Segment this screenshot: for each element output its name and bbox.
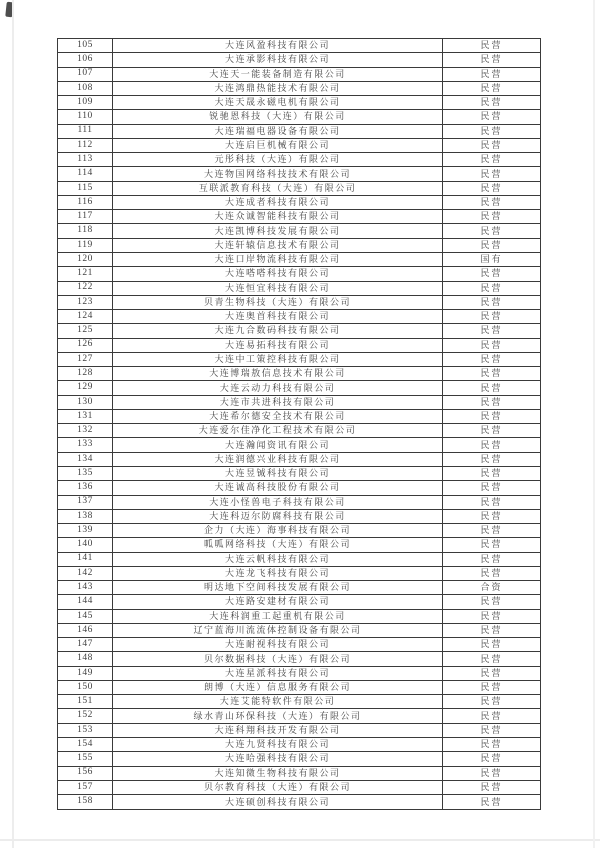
ownership-type-cell: 民营 <box>443 352 541 366</box>
ownership-type-cell: 民营 <box>443 39 541 53</box>
company-name-cell: 企力（大连）海事科技有限公司 <box>113 524 443 538</box>
row-number-cell: 137 <box>58 495 113 509</box>
ownership-type-cell: 民营 <box>443 752 541 766</box>
company-name-cell: 大连科润重工起重机有限公司 <box>113 609 443 623</box>
company-name-cell: 大连成者科技有限公司 <box>113 195 443 209</box>
company-name-cell: 大连诚高科技股份有限公司 <box>113 481 443 495</box>
company-name-cell: 大连路安建材有限公司 <box>113 595 443 609</box>
ownership-type-cell: 民营 <box>443 495 541 509</box>
ownership-type-cell: 民营 <box>443 424 541 438</box>
table-row <box>58 623 541 637</box>
table-row <box>58 352 541 366</box>
company-name-cell: 大连风盈科技有限公司 <box>113 39 443 53</box>
row-number-cell: 155 <box>58 752 113 766</box>
ownership-type-cell: 民营 <box>443 638 541 652</box>
company-name-cell: 大连润德兴业科技有限公司 <box>113 452 443 466</box>
table-row <box>58 138 541 152</box>
row-number-cell: 130 <box>58 395 113 409</box>
row-number-cell: 108 <box>58 81 113 95</box>
company-name-cell: 大连爱尔佳净化工程技术有限公司 <box>113 424 443 438</box>
table-row <box>58 780 541 794</box>
table-row <box>58 110 541 124</box>
ownership-type-cell: 民营 <box>443 53 541 67</box>
ownership-type-cell: 合资 <box>443 581 541 595</box>
row-number-cell: 145 <box>58 609 113 623</box>
company-name-cell: 大连口岸物流科技有限公司 <box>113 252 443 266</box>
ownership-type-cell: 民营 <box>443 281 541 295</box>
ownership-type-cell: 民营 <box>443 153 541 167</box>
ownership-type-cell: 民营 <box>443 552 541 566</box>
company-name-cell: 大连奥首科技有限公司 <box>113 310 443 324</box>
table-row <box>58 680 541 694</box>
company-name-cell: 大连嗒嗒科技有限公司 <box>113 267 443 281</box>
table-row <box>58 795 541 810</box>
company-name-cell: 大连小怪兽电子科技有限公司 <box>113 495 443 509</box>
company-name-cell: 大连瑞福电器设备有限公司 <box>113 124 443 138</box>
company-name-cell: 大连希尔德安全技术有限公司 <box>113 409 443 423</box>
company-name-cell: 大连中工策控科技有限公司 <box>113 352 443 366</box>
row-number-cell: 141 <box>58 552 113 566</box>
row-number-cell: 105 <box>58 39 113 53</box>
table-row <box>58 452 541 466</box>
row-number-cell: 134 <box>58 452 113 466</box>
row-number-cell: 131 <box>58 409 113 423</box>
ownership-type-cell: 民营 <box>443 509 541 523</box>
row-number-cell: 150 <box>58 680 113 694</box>
company-name-cell: 大连艾能特软件有限公司 <box>113 695 443 709</box>
ownership-type-cell: 民营 <box>443 795 541 810</box>
row-number-cell: 115 <box>58 181 113 195</box>
ownership-type-cell: 民营 <box>443 609 541 623</box>
row-number-cell: 109 <box>58 96 113 110</box>
row-number-cell: 121 <box>58 267 113 281</box>
table-row <box>58 295 541 309</box>
row-number-cell: 139 <box>58 524 113 538</box>
ownership-type-cell: 民营 <box>443 324 541 338</box>
ownership-type-cell: 民营 <box>443 124 541 138</box>
table-row <box>58 524 541 538</box>
ownership-type-cell: 民营 <box>443 623 541 637</box>
table-row <box>58 224 541 238</box>
row-number-cell: 112 <box>58 138 113 152</box>
company-name-cell: 贝尔教育科技（大连）有限公司 <box>113 780 443 794</box>
table-row <box>58 538 541 552</box>
ownership-type-cell: 民营 <box>443 96 541 110</box>
company-name-cell: 明达地下空间科技发展有限公司 <box>113 581 443 595</box>
row-number-cell: 136 <box>58 481 113 495</box>
row-number-cell: 111 <box>58 124 113 138</box>
company-name-cell: 大连博瑞敖信息技术有限公司 <box>113 367 443 381</box>
table-row <box>58 695 541 709</box>
table-row <box>58 238 541 252</box>
company-name-cell: 大连龙飞科技有限公司 <box>113 566 443 580</box>
company-name-cell: 锐驰恩科技（大连）有限公司 <box>113 110 443 124</box>
ownership-type-cell: 民营 <box>443 738 541 752</box>
row-number-cell: 154 <box>58 738 113 752</box>
table-row <box>58 210 541 224</box>
row-number-cell: 138 <box>58 509 113 523</box>
ownership-type-cell: 民营 <box>443 680 541 694</box>
table-row <box>58 153 541 167</box>
table-row <box>58 766 541 780</box>
ownership-type-cell: 民营 <box>443 338 541 352</box>
table-row <box>58 652 541 666</box>
row-number-cell: 107 <box>58 67 113 81</box>
row-number-cell: 147 <box>58 638 113 652</box>
table-row <box>58 424 541 438</box>
company-name-cell: 元彤科技（大连）有限公司 <box>113 153 443 167</box>
table-row <box>58 96 541 110</box>
row-number-cell: 116 <box>58 195 113 209</box>
table-row <box>58 67 541 81</box>
company-name-cell: 大连科迈尔防腐科技有限公司 <box>113 509 443 523</box>
table-row <box>58 666 541 680</box>
ownership-type-cell: 民营 <box>443 695 541 709</box>
row-number-cell: 152 <box>58 709 113 723</box>
table-row <box>58 281 541 295</box>
row-number-cell: 119 <box>58 238 113 252</box>
row-number-cell: 146 <box>58 623 113 637</box>
ownership-type-cell: 民营 <box>443 381 541 395</box>
company-name-cell: 大连耐视科技有限公司 <box>113 638 443 652</box>
company-name-cell: 大连天晟永磁电机有限公司 <box>113 96 443 110</box>
ownership-type-cell: 民营 <box>443 438 541 452</box>
company-name-cell: 大连云帆科技有限公司 <box>113 552 443 566</box>
row-number-cell: 143 <box>58 581 113 595</box>
table-row <box>58 566 541 580</box>
table-row <box>58 181 541 195</box>
row-number-cell: 114 <box>58 167 113 181</box>
table-row <box>58 195 541 209</box>
table-row <box>58 466 541 480</box>
page-right-edge <box>593 0 595 848</box>
table-row <box>58 581 541 595</box>
page-bottom-edge <box>0 839 600 841</box>
table-row <box>58 267 541 281</box>
ownership-type-cell: 民营 <box>443 367 541 381</box>
ownership-type-cell: 民营 <box>443 481 541 495</box>
row-number-cell: 120 <box>58 252 113 266</box>
ownership-type-cell: 民营 <box>443 566 541 580</box>
company-name-cell: 绿水青山环保科技（大连）有限公司 <box>113 709 443 723</box>
company-name-cell: 大连云动力科技有限公司 <box>113 381 443 395</box>
ownership-type-cell: 民营 <box>443 81 541 95</box>
company-name-cell: 贝青生物科技（大连）有限公司 <box>113 295 443 309</box>
company-name-cell: 呱呱网络科技（大连）有限公司 <box>113 538 443 552</box>
company-name-cell: 大连承影科技有限公司 <box>113 53 443 67</box>
table-row <box>58 167 541 181</box>
company-name-cell: 大连易拓科技有限公司 <box>113 338 443 352</box>
table-row <box>58 324 541 338</box>
row-number-cell: 124 <box>58 310 113 324</box>
table-row <box>58 310 541 324</box>
company-name-cell: 大连凯博科技发展有限公司 <box>113 224 443 238</box>
ownership-type-cell: 国有 <box>443 252 541 266</box>
row-number-cell: 132 <box>58 424 113 438</box>
row-number-cell: 133 <box>58 438 113 452</box>
ownership-type-cell: 民营 <box>443 780 541 794</box>
table-row <box>58 124 541 138</box>
table-row <box>58 723 541 737</box>
ownership-type-cell: 民营 <box>443 110 541 124</box>
table-row <box>58 367 541 381</box>
table-row <box>58 409 541 423</box>
ownership-type-cell: 民营 <box>443 652 541 666</box>
row-number-cell: 149 <box>58 666 113 680</box>
page-left-edge <box>12 0 14 848</box>
company-name-cell: 大连昱铖科技有限公司 <box>113 466 443 480</box>
ownership-type-cell: 民营 <box>443 167 541 181</box>
row-number-cell: 153 <box>58 723 113 737</box>
table-row <box>58 338 541 352</box>
ownership-type-cell: 民营 <box>443 195 541 209</box>
table-row <box>58 509 541 523</box>
ownership-type-cell: 民营 <box>443 709 541 723</box>
company-name-cell: 大连瀚闻资讯有限公司 <box>113 438 443 452</box>
row-number-cell: 156 <box>58 766 113 780</box>
company-name-cell: 大连硕创科技有限公司 <box>113 795 443 810</box>
company-name-cell: 大连启巨机械有限公司 <box>113 138 443 152</box>
table-row <box>58 395 541 409</box>
company-name-cell: 大连星派科技有限公司 <box>113 666 443 680</box>
row-number-cell: 110 <box>58 110 113 124</box>
ownership-type-cell: 民营 <box>443 138 541 152</box>
row-number-cell: 128 <box>58 367 113 381</box>
company-name-cell: 大连知微生物科技有限公司 <box>113 766 443 780</box>
company-name-cell: 大连轩辕信息技术有限公司 <box>113 238 443 252</box>
ownership-type-cell: 民营 <box>443 310 541 324</box>
ownership-type-cell: 民营 <box>443 409 541 423</box>
ownership-type-cell: 民营 <box>443 267 541 281</box>
ownership-type-cell: 民营 <box>443 766 541 780</box>
row-number-cell: 129 <box>58 381 113 395</box>
ownership-type-cell: 民营 <box>443 295 541 309</box>
ownership-type-cell: 民营 <box>443 452 541 466</box>
row-number-cell: 135 <box>58 466 113 480</box>
company-name-cell: 大连九合数码科技有限公司 <box>113 324 443 338</box>
company-name-cell: 大连恒宜科技有限公司 <box>113 281 443 295</box>
row-number-cell: 151 <box>58 695 113 709</box>
company-name-cell: 贝尔数据科技（大连）有限公司 <box>113 652 443 666</box>
company-name-cell: 辽宁蓝海川流流体控制设备有限公司 <box>113 623 443 637</box>
table-row <box>58 495 541 509</box>
row-number-cell: 127 <box>58 352 113 366</box>
row-number-cell: 117 <box>58 210 113 224</box>
row-number-cell: 144 <box>58 595 113 609</box>
company-name-cell: 大连众诚智能科技有限公司 <box>113 210 443 224</box>
company-name-cell: 大连市共进科技有限公司 <box>113 395 443 409</box>
table-row <box>58 638 541 652</box>
company-name-cell: 大连物国网络科技技术有限公司 <box>113 167 443 181</box>
row-number-cell: 106 <box>58 53 113 67</box>
table-row <box>58 481 541 495</box>
row-number-cell: 140 <box>58 538 113 552</box>
table-row <box>58 738 541 752</box>
row-number-cell: 118 <box>58 224 113 238</box>
row-number-cell: 157 <box>58 780 113 794</box>
company-name-cell: 大连哈强科技有限公司 <box>113 752 443 766</box>
ownership-type-cell: 民营 <box>443 538 541 552</box>
table-row <box>58 609 541 623</box>
row-number-cell: 158 <box>58 795 113 810</box>
ownership-type-cell: 民营 <box>443 238 541 252</box>
table-row <box>58 39 541 53</box>
row-number-cell: 113 <box>58 153 113 167</box>
ownership-type-cell: 民营 <box>443 595 541 609</box>
table-row <box>58 53 541 67</box>
company-list-table <box>57 38 541 810</box>
row-number-cell: 122 <box>58 281 113 295</box>
table-row <box>58 552 541 566</box>
company-name-cell: 大连鸿鼎热能技术有限公司 <box>113 81 443 95</box>
table-row <box>58 252 541 266</box>
row-number-cell: 125 <box>58 324 113 338</box>
row-number-cell: 123 <box>58 295 113 309</box>
company-table-body <box>58 39 541 810</box>
row-number-cell: 142 <box>58 566 113 580</box>
company-name-cell: 互联派教育科技（大连）有限公司 <box>113 181 443 195</box>
ownership-type-cell: 民营 <box>443 224 541 238</box>
table-row <box>58 595 541 609</box>
ownership-type-cell: 民营 <box>443 181 541 195</box>
table-row <box>58 81 541 95</box>
ownership-type-cell: 民营 <box>443 466 541 480</box>
company-name-cell: 大连科翔科技开发有限公司 <box>113 723 443 737</box>
company-name-cell: 大连天一能装备制造有限公司 <box>113 67 443 81</box>
ownership-type-cell: 民营 <box>443 67 541 81</box>
row-number-cell: 148 <box>58 652 113 666</box>
table-row <box>58 438 541 452</box>
table-row <box>58 752 541 766</box>
ownership-type-cell: 民营 <box>443 210 541 224</box>
company-name-cell: 大连九贤科技有限公司 <box>113 738 443 752</box>
company-name-cell: 朗博（大连）信息服务有限公司 <box>113 680 443 694</box>
table-row <box>58 381 541 395</box>
table-row <box>58 709 541 723</box>
row-number-cell: 126 <box>58 338 113 352</box>
ownership-type-cell: 民营 <box>443 666 541 680</box>
ownership-type-cell: 民营 <box>443 524 541 538</box>
ownership-type-cell: 民营 <box>443 395 541 409</box>
ownership-type-cell: 民营 <box>443 723 541 737</box>
